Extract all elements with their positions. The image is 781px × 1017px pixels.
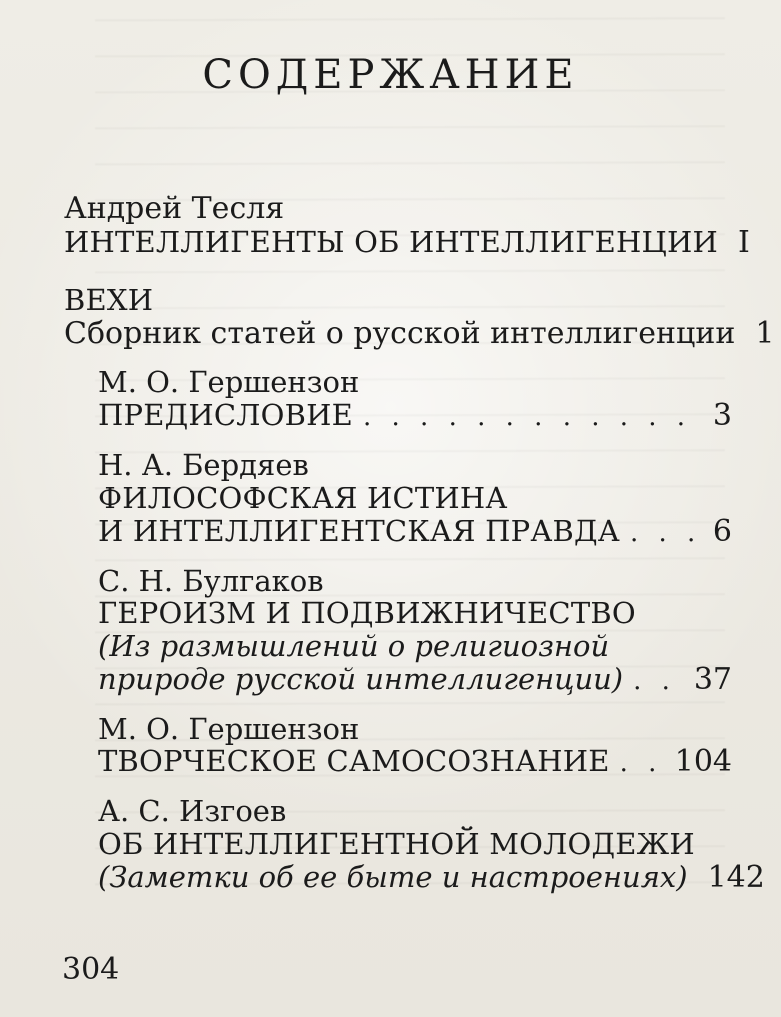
toc-entry-title: ТВОРЧЕСКОЕ САМОСОЗНАНИЕ bbox=[98, 744, 610, 779]
toc-collection bbox=[64, 282, 775, 351]
toc-entry-title-line: ГЕРОИЗМ И ПОДВИЖНИЧЕСТВО bbox=[98, 596, 636, 631]
toc-entry-title: ПРЕДИСЛОВИЕ bbox=[98, 398, 353, 433]
toc-collection-page: 1 bbox=[755, 315, 775, 351]
page-title: СОДЕРЖАНИЕ bbox=[202, 52, 579, 98]
toc-entry-title-line: ФИЛОСОФСКАЯ ИСТИНА bbox=[98, 480, 508, 515]
dot-leader bbox=[363, 399, 703, 433]
toc-entry bbox=[64, 366, 732, 433]
toc-entry-row bbox=[98, 663, 732, 697]
dot-leader bbox=[620, 745, 665, 779]
toc-entry-subtitle-line: (Из размышлений о религиозной bbox=[98, 629, 610, 664]
toc-entry-author: М. О. Гершензон bbox=[98, 365, 360, 400]
toc-intro bbox=[64, 191, 750, 260]
toc-entry-page: 6 bbox=[712, 513, 732, 549]
toc-entry-subtitle-line: природе русской интеллигенции) bbox=[98, 661, 624, 696]
toc-entry bbox=[64, 565, 732, 697]
toc-entry-title-line: ОБ ИНТЕЛЛИГЕНТНОЙ МОЛОДЕЖИ bbox=[98, 827, 695, 862]
toc-collection-row bbox=[64, 315, 775, 351]
toc-entry-author: А. С. Изгоев bbox=[98, 794, 287, 829]
toc-entry bbox=[64, 794, 765, 895]
toc-collection-subtitle: Сборник статей о русской интеллигенции bbox=[64, 315, 736, 351]
toc-intro-author: Андрей Тесля bbox=[64, 191, 285, 226]
dot-leader bbox=[630, 515, 703, 549]
toc-entry bbox=[64, 449, 732, 548]
toc-entry-subtitle-line: (Заметки об ее быте и настроениях) bbox=[98, 859, 688, 894]
toc-entry-row bbox=[98, 515, 732, 549]
toc-collection-title: ВЕХИ bbox=[64, 282, 154, 317]
toc-entry-page: 104 bbox=[674, 744, 732, 780]
page-number: 304 bbox=[62, 952, 120, 987]
table-of-contents bbox=[64, 191, 775, 895]
toc-entry-page: 3 bbox=[712, 398, 732, 434]
toc-intro-title: ИНТЕЛЛИГЕНТЫ ОБ ИНТЕЛЛИГЕНЦИИ bbox=[64, 224, 718, 259]
toc-entry-author: С. Н. Булгаков bbox=[98, 563, 324, 598]
toc-entry-row bbox=[98, 745, 732, 779]
toc-intro-row bbox=[64, 224, 750, 260]
toc-entry-row bbox=[98, 859, 765, 895]
dot-leader bbox=[633, 663, 684, 697]
toc-intro-page: I bbox=[737, 224, 750, 260]
toc-entry-title-line: И ИНТЕЛЛИГЕНТСКАЯ ПРАВДА bbox=[98, 513, 620, 548]
toc-entry-page: 142 bbox=[707, 859, 765, 895]
toc-entry-row bbox=[98, 399, 732, 433]
toc-entry-author: Н. А. Бердяев bbox=[98, 448, 309, 483]
toc-entry-page: 37 bbox=[693, 661, 732, 697]
toc-entry-author: М. О. Гершензон bbox=[98, 711, 360, 746]
toc-entry bbox=[64, 713, 732, 780]
